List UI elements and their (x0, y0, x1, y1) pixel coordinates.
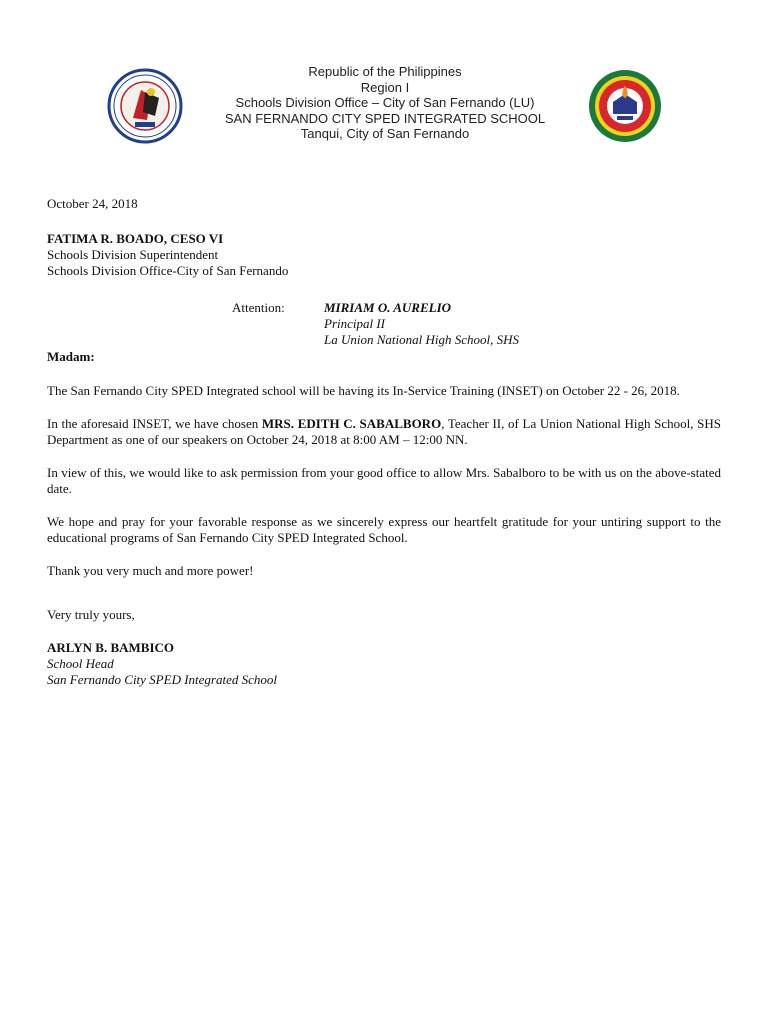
letterhead-text (190, 64, 580, 142)
letter-date: October 24, 2018 (47, 196, 138, 211)
signatory-school: San Fernando City SPED Integrated School (47, 672, 277, 687)
paragraph-permission: In view of this, we would like to ask permission from your good office to allow Mrs. Sabalboro to be with us on the above-stated date. (47, 465, 721, 496)
attention-office: La Union National High School, SHS (324, 332, 520, 347)
attention-name: MIRIAM O. AURELIO (324, 300, 452, 315)
letterhead-line: Region I (360, 79, 410, 95)
letterhead-line: SAN FERNANDO CITY SPED INTEGRATED SCHOOL (224, 110, 546, 126)
letterhead-line: Republic of the Philippines (308, 64, 462, 79)
paragraph-speaker-after: , Teacher II, of La Union National High School, SHS Department as one of our speakers on October 24, 2018 at 8:00 AM – 12:00 NN. (47, 416, 722, 447)
attention-title: Principal II (324, 316, 386, 331)
paragraph-speaker-before: In the aforesaid INSET, we have chosen (47, 416, 262, 431)
paragraph-speaker (47, 416, 721, 448)
paragraph-gratitude: We hope and pray for your favorable response as we sincerely express our heartfelt gratitude for your untiring support to the educational programs of San Fernando City SPED Integrated School. (47, 514, 721, 545)
sped-integrated-school-seal-icon (587, 68, 663, 144)
signature-block (47, 640, 721, 688)
signatory-title: School Head (47, 656, 114, 671)
addressee-block (47, 231, 721, 279)
paragraph-inset: The San Fernando City SPED Integrated school will be having its In-Service Training (INSET) on October 22 - 26, 2018. (47, 383, 680, 398)
letter-body (47, 196, 721, 688)
letterhead-line: Schools Division Office – City of San Fernando (LU) (235, 95, 535, 110)
speaker-name: MRS. EDITH C. SABALBORO (261, 416, 442, 431)
attention-recipient (324, 300, 519, 348)
salutation: Madam: (47, 349, 95, 364)
addressee-name: FATIMA R. BOADO, CESO VI (47, 231, 224, 246)
signatory-name: ARLYN B. BAMBICO (47, 640, 175, 655)
attention-block (47, 300, 721, 349)
city-schools-division-seal-icon (107, 68, 183, 144)
letterhead-line: Tanqui, City of San Fernando (300, 126, 470, 141)
letterhead (0, 58, 768, 148)
addressee-office: Schools Division Office-City of San Fernando (47, 263, 289, 278)
addressee-title: Schools Division Superintendent (47, 247, 219, 262)
attention-label: Attention: (232, 300, 285, 315)
paragraph-thanks: Thank you very much and more power! (47, 563, 254, 578)
closing: Very truly yours, (47, 607, 135, 622)
